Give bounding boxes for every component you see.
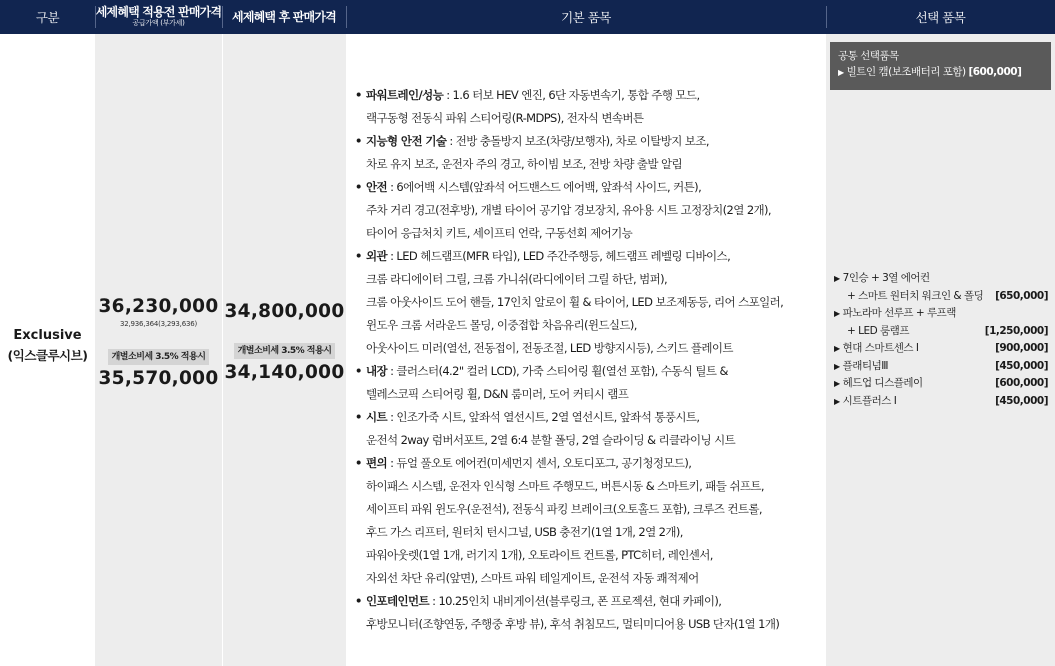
- post-tax-badge: 개별소비세 3.5% 적용시: [234, 343, 336, 359]
- triangle-bullet-icon: ▶: [838, 68, 844, 77]
- table-header: [0, 0, 1055, 34]
- triangle-bullet-icon: ▶: [834, 396, 840, 406]
- post-price-block: [223, 300, 346, 385]
- post-tax-price: 34,140,000: [224, 362, 345, 383]
- basic-item-safety-tech: • 지능형 안전 기술 : 전방 충돌방지 보조(차량/보행자), 차로 이탈방지 보조, 차로 유지 보조, 운전자 주의 경고, 하이빔 보조, 전방 차량 출발 알림: [354, 130, 824, 176]
- triangle-bullet-icon: ▶: [834, 274, 840, 283]
- basic-item-powertrain: • 파워트레인/성능 : 1.6 터보 HEV 엔진, 6단 자동변속기, 통합 주행 모드, 랙구동형 전동식 파워 스티어링(R-MDPS), 전자식 변속버튼: [354, 84, 824, 130]
- option-list: [834, 270, 1048, 410]
- option-item: ▶ 플래티넘Ⅲ [450,000]: [834, 359, 1048, 372]
- basic-item-interior: • 내장 : 클러스터(4.2" 컬러 LCD), 가죽 스티어링 휠(열선 포함), 수동식 틸트 & 텔레스코픽 스티어링 휠, D&N 룸미러, 도어 커티시 램프: [354, 360, 824, 406]
- trim-name: Exclusive: [13, 328, 82, 343]
- trim-name-korean: (익스클루시브): [7, 348, 88, 363]
- basic-item-exterior: • 외관 : LED 헤드램프(MFR 타입), LED 주간주행등, 헤드램프 레벨링 디바이스, 크롬 라디에이터 그릴, 크롬 가니쉬(라디에이터 그릴 하단, 범퍼), 크롬 아웃사이드 도어 핸들, 17인치 알로이 휠 & 타이어, LED 보조제동등, 리어 스포일러, 윈도우 크롬 서라운드 몰딩, 이중접합 차음유리(윈드실드), 아웃사이드 미러(열선, 전동접이, 전동조절, LED 방향지시등), 스키드 플레이트: [354, 245, 824, 360]
- pre-tax-badge: 개별소비세 3.5% 적용시: [108, 349, 210, 365]
- basic-item-convenience: • 편의 : 듀얼 풀오토 에어컨(미세먼지 센서, 오토디포그, 공기청정모드), 하이패스 시스템, 운전자 인식형 스마트 주행모드, 버튼시동 & 스마트키, 패들 쉬프트, 세이프티 파워 윈도우(운전석), 전동식 파킹 브레이크(오토홀드 포함), 크루즈 컨트롤, 후드 가스 리프터, 원터치 턴시그널, USB 충전기(1열 1개, 2열 2개), 파워아웃렛(1열 1개, 러기지 1개), 오토라이트 컨트롤, PTC히터, 레인센서, 자외선 차단 유리(앞면), 스마트 파워 테일게이트, 운전석 자동 쾌적제어: [354, 452, 824, 590]
- pre-tax-price: 35,570,000: [98, 368, 219, 389]
- triangle-bullet-icon: ▶: [834, 361, 840, 371]
- pre-price: 36,230,000: [98, 296, 219, 317]
- basic-items-list: [354, 84, 824, 636]
- basic-item-seat: • 시트 : 인조가죽 시트, 앞좌석 열선시트, 2열 열선시트, 앞좌석 통풍시트, 운전석 2way 럼버서포트, 2열 6:4 분할 폴딩, 2열 슬라이딩 & 리클라이닝 시트: [354, 406, 824, 452]
- pre-price-cell: [95, 34, 222, 666]
- triangle-bullet-icon: ▶: [834, 309, 840, 318]
- option-item: ▶ 7인승 + 3열 에어컨 + 스마트 원터치 워크인 & 폴딩 [650,000]: [834, 272, 1048, 302]
- post-price-cell: [222, 34, 346, 666]
- option-items-cell: [826, 34, 1055, 666]
- triangle-bullet-icon: ▶: [834, 344, 840, 353]
- header-gubun: 구분: [35, 10, 60, 25]
- basic-items-cell: [346, 34, 826, 666]
- option-item: ▶ 파노라마 선루프 + 루프랙 + LED 룸램프 [1,250,000]: [834, 307, 1048, 337]
- basic-item-safety: • 안전 : 6에어백 시스템(앞좌석 어드밴스드 에어백, 앞좌석 사이드, 커튼), 주차 거리 경고(전후방), 개별 타이어 공기압 경보장치, 유아용 시트 고정장치(2열 2개), 타이어 응급처치 키트, 세이프티 언락, 구동선회 제어기능: [354, 176, 824, 245]
- common-option-title: 공통 선택품목: [838, 50, 899, 62]
- basic-item-infotainment: • 인포테인먼트 : 10.25인치 내비게이션(블루링크, 폰 프로젝션, 현대 카페이), 후방모니터(조향연동, 주행중 후방 뷰), 후석 취침모드, 멀티미디어용 USB 단자(1열 1개): [354, 590, 824, 636]
- header-basic: 기본 품목: [561, 10, 611, 25]
- pre-price-block: [95, 295, 222, 391]
- trim-cell: [0, 34, 95, 666]
- post-price: 34,800,000: [224, 301, 345, 322]
- header-option: 선택 품목: [915, 10, 966, 25]
- common-option-item: ▶ 빌트인 캠(보조배터리 포함) [600,000]: [838, 66, 1022, 78]
- pre-price-supply: 32,936,364(3,293,636): [120, 320, 197, 328]
- option-item: ▶ 시트플러스 Ⅰ [450,000]: [834, 394, 1048, 407]
- trim-label: [0, 326, 95, 366]
- header-post-price: 세제혜택 후 판매가격: [232, 9, 336, 24]
- common-option-box: [830, 42, 1051, 90]
- triangle-bullet-icon: ▶: [834, 379, 840, 388]
- option-item: ▶ 현대 스마트센스 Ⅰ [900,000]: [834, 342, 1048, 354]
- header-pre-price: 세제혜택 적용전 판매가격 공급가액 (부가세): [95, 5, 222, 27]
- option-item: ▶ 헤드업 디스플레이 [600,000]: [834, 377, 1048, 389]
